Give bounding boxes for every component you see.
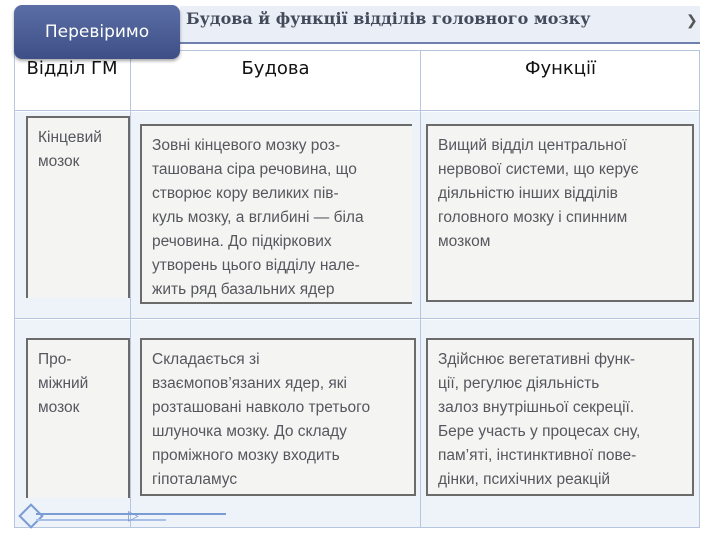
row-divider	[14, 318, 700, 319]
cell-structure-2: Складається зі взаємопов’язаних ядер, які розташовані навколо третього шлуночка мозку. До складу проміжного мозку входить гіпоталамус	[140, 338, 416, 496]
cell-functions-2: Здійснює вегетативні функ- ції, регулює діяльність залоз внутрішньої секреції. Бере участь у процесах сну, пам’яті, інстинктивної пове- дінки, психічних реакцій	[426, 338, 694, 496]
header-structure: Будова	[241, 58, 310, 79]
cell-functions-1: Вищий відділ центральної нервової системи, що керує діяльністю інших відділів головного мозку і спинним мозком	[426, 124, 694, 302]
cell-structure-1: Зовні кінцевого мозку роз- ташована сіра речовина, що створює кору великих пів- куль мозку, а вглибині — біла речовина. До підкіркових утворень цього відділу нале- жить ряд базальних ядер	[140, 124, 412, 304]
cell-section-1: Кінцевий мозок	[26, 116, 130, 298]
nav-diamond-icon	[18, 503, 43, 528]
arrow-right-icon[interactable]: ▷	[128, 507, 139, 523]
row-divider	[14, 110, 700, 111]
page-heading: Будова й функції відділів головного мозку	[186, 9, 591, 28]
column-divider	[420, 50, 421, 528]
chevron-icon: ❯	[686, 12, 698, 28]
nav-line	[36, 519, 166, 521]
header-section: Відділ ГМ	[26, 58, 118, 79]
slide-navigation[interactable]	[20, 505, 230, 527]
column-divider	[130, 50, 131, 528]
header-functions: Функції	[524, 58, 597, 79]
cell-section-2: Про- міжний мозок	[26, 338, 130, 498]
check-badge: Перевіримо	[14, 5, 180, 59]
